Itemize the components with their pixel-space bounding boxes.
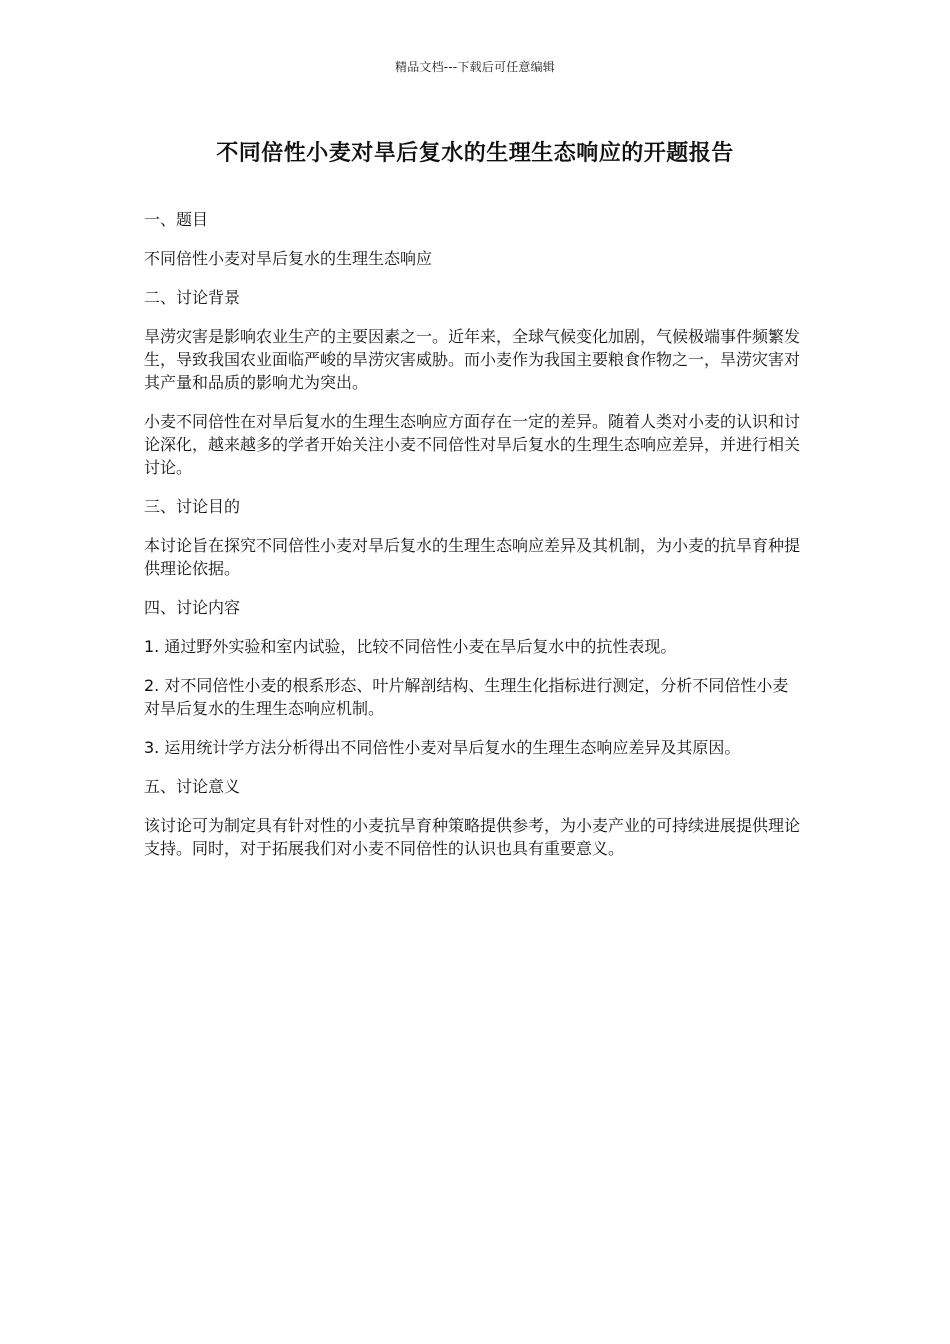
topic-paragraph: 不同倍性小麦对旱后复水的生理生态响应 — [144, 249, 433, 268]
content-item-3: 3. 运用统计学方法分析得出不同倍性小麦对旱后复水的生理生态响应差异及其原因。 — [144, 738, 741, 757]
section-heading-background: 二、讨论背景 — [144, 288, 241, 307]
document-body — [144, 208, 804, 876]
section-heading-topic: 一、题目 — [144, 210, 209, 229]
section-heading-content: 四、讨论内容 — [144, 598, 241, 617]
background-paragraph-2: 小麦不同倍性在对旱后复水的生理生态响应方面存在一定的差异。随着人类对小麦的认识和讨论深化，越来越多的学者开始关注小麦不同倍性对旱后复水的生理生态响应差异，并进行相关讨论。 — [144, 412, 801, 477]
significance-paragraph: 该讨论可为制定具有针对性的小麦抗旱育种策略提供参考，为小麦产业的可持续进展提供理论支持。同时，对于拓展我们对小麦不同倍性的认识也具有重要意义。 — [144, 816, 801, 858]
section-heading-purpose: 三、讨论目的 — [144, 497, 241, 516]
header-note: 精品文档---下载后可任意编辑 — [395, 60, 555, 74]
background-paragraph-1: 旱涝灾害是影响农业生产的主要因素之一。近年来，全球气候变化加剧，气候极端事件频繁发生，导致我国农业面临严峻的旱涝灾害威胁。而小麦作为我国主要粮食作物之一，旱涝灾害对其产量和品质的影响尤为突出。 — [144, 327, 801, 392]
section-heading-significance: 五、讨论意义 — [144, 777, 241, 796]
purpose-paragraph: 本讨论旨在探究不同倍性小麦对旱后复水的生理生态响应差异及其机制，为小麦的抗旱育种提供理论依据。 — [144, 536, 801, 578]
document-title: 不同倍性小麦对旱后复水的生理生态响应的开题报告 — [216, 141, 734, 166]
content-item-2: 2. 对不同倍性小麦的根系形态、叶片解剖结构、生理生化指标进行测定，分析不同倍性小麦对旱后复水的生理生态响应机制。 — [144, 676, 789, 718]
content-item-1: 1. 通过野外实验和室内试验，比较不同倍性小麦在旱后复水中的抗性表现。 — [144, 637, 677, 656]
